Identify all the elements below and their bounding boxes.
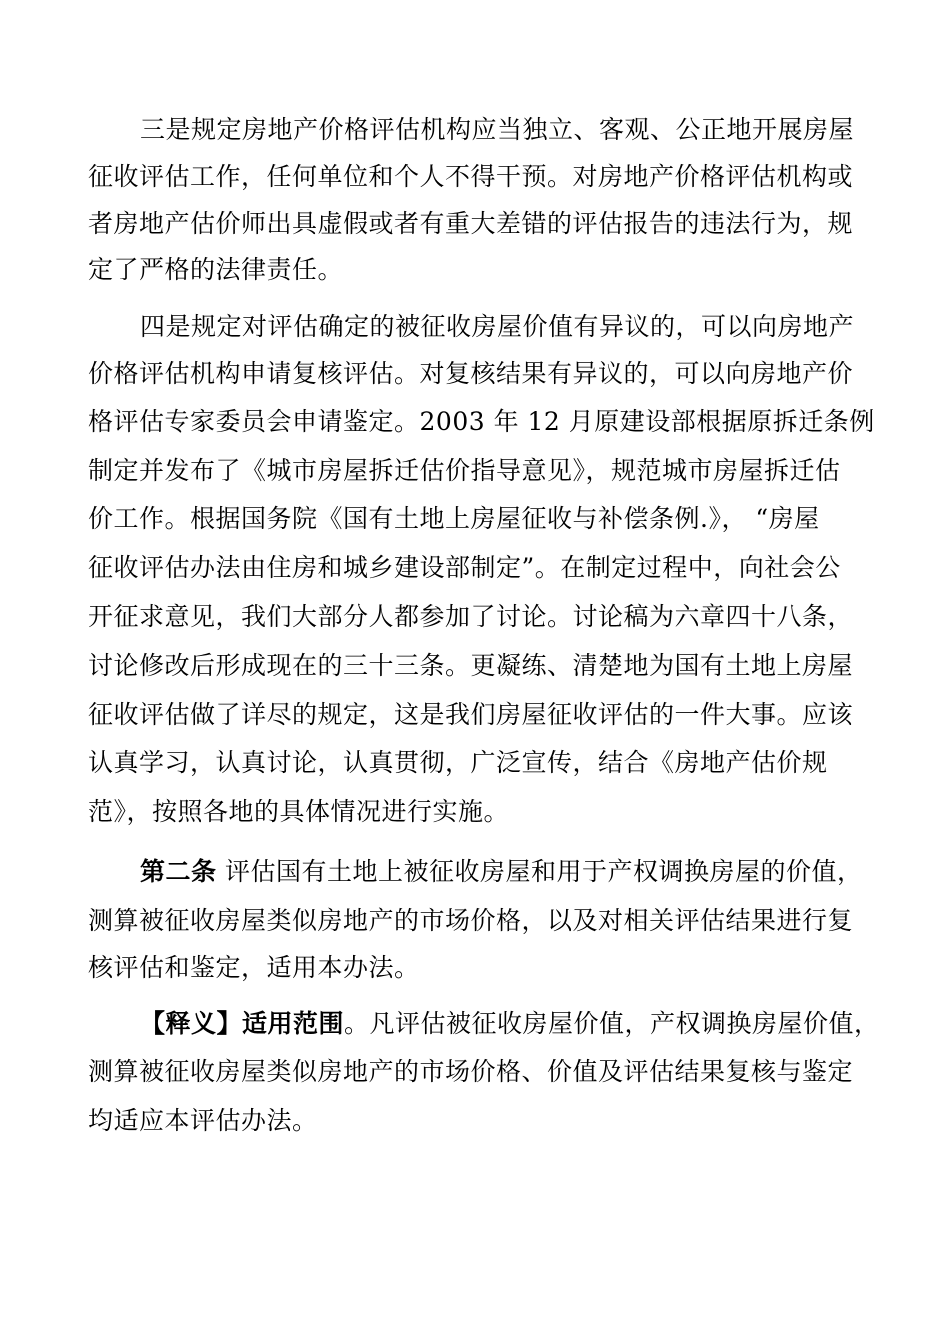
article-2-line-1-text: 评估国有土地上被征收房屋和用于产权调换房屋的价值， xyxy=(216,857,863,886)
interpretation-line-2: 测算被征收房屋类似房地产的市场价格、价值及评估结果复核与鉴定 xyxy=(88,1057,854,1086)
paragraph-1-line-4: 定了严格的法律责任。 xyxy=(88,255,344,284)
paragraph-2-line-9: 征收评估做了详尽的规定，这是我们房屋征收评估的一件大事。应该 xyxy=(88,700,854,729)
article-2-label: 第二条 xyxy=(140,857,217,886)
paragraph-2-line-1: 四是规定对评估确定的被征收房屋价值有异议的，可以向房地产 xyxy=(140,312,855,341)
interpretation-line-3: 均适应本评估办法。 xyxy=(88,1106,318,1135)
paragraph-2-line-4: 制定并发布了《城市房屋拆迁估价指导意见》，规范城市房屋拆迁估 xyxy=(88,456,841,485)
paragraph-2-line-10: 认真学习，认真讨论，认真贯彻，广泛宣传，结合《房地产估价规 xyxy=(88,748,828,777)
paragraph-2-line-2: 价格评估机构申请复核评估。对复核结果有异议的，可以向房地产价 xyxy=(88,359,854,388)
article-2-line-2: 测算被征收房屋类似房地产的市场价格，以及对相关评估结果进行复 xyxy=(88,906,854,935)
interpretation-label: 【释义】 xyxy=(140,1009,243,1038)
paragraph-2-line-7: 开征求意见，我们大部分人都参加了讨论。讨论稿为六章四十八条， xyxy=(88,602,854,631)
interpretation-term: 适用范围 xyxy=(242,1009,345,1038)
paragraph-2-line-11: 范》，按照各地的具体情况进行实施。 xyxy=(88,797,510,826)
interpretation-line-1 xyxy=(140,1002,880,1046)
paragraph-2-line-8: 讨论修改后形成现在的三十三条。更凝练、清楚地为国有土地上房屋 xyxy=(88,651,854,680)
article-2-line-3: 核评估和鉴定，适用本办法。 xyxy=(88,953,420,982)
paragraph-1-line-1: 三是规定房地产价格评估机构应当独立、客观、公正地开展房屋 xyxy=(140,115,855,144)
paragraph-2-line-5: 价工作。根据国务院《国有土地上房屋征收与补偿条例.》， “房屋 xyxy=(88,504,820,533)
paragraph-2-line-6: 征收评估办法由住房和城乡建设部制定”。在制定过程中，向社会公 xyxy=(88,553,841,582)
interpretation-line-1-text: 。凡评估被征收房屋价值，产权调换房屋价值， xyxy=(344,1009,880,1038)
paragraph-1-line-3: 者房地产估价师出具虚假或者有重大差错的评估报告的违法行为，规 xyxy=(88,209,854,238)
paragraph-1-line-2: 征收评估工作，任何单位和个人不得干预。对房地产价格评估机构或 xyxy=(88,162,854,191)
paragraph-2-line-3: 格评估专家委员会申请鉴定。2003 年 12 月原建设部根据原拆迁条例 xyxy=(88,407,875,436)
article-2-line-1 xyxy=(140,850,862,894)
